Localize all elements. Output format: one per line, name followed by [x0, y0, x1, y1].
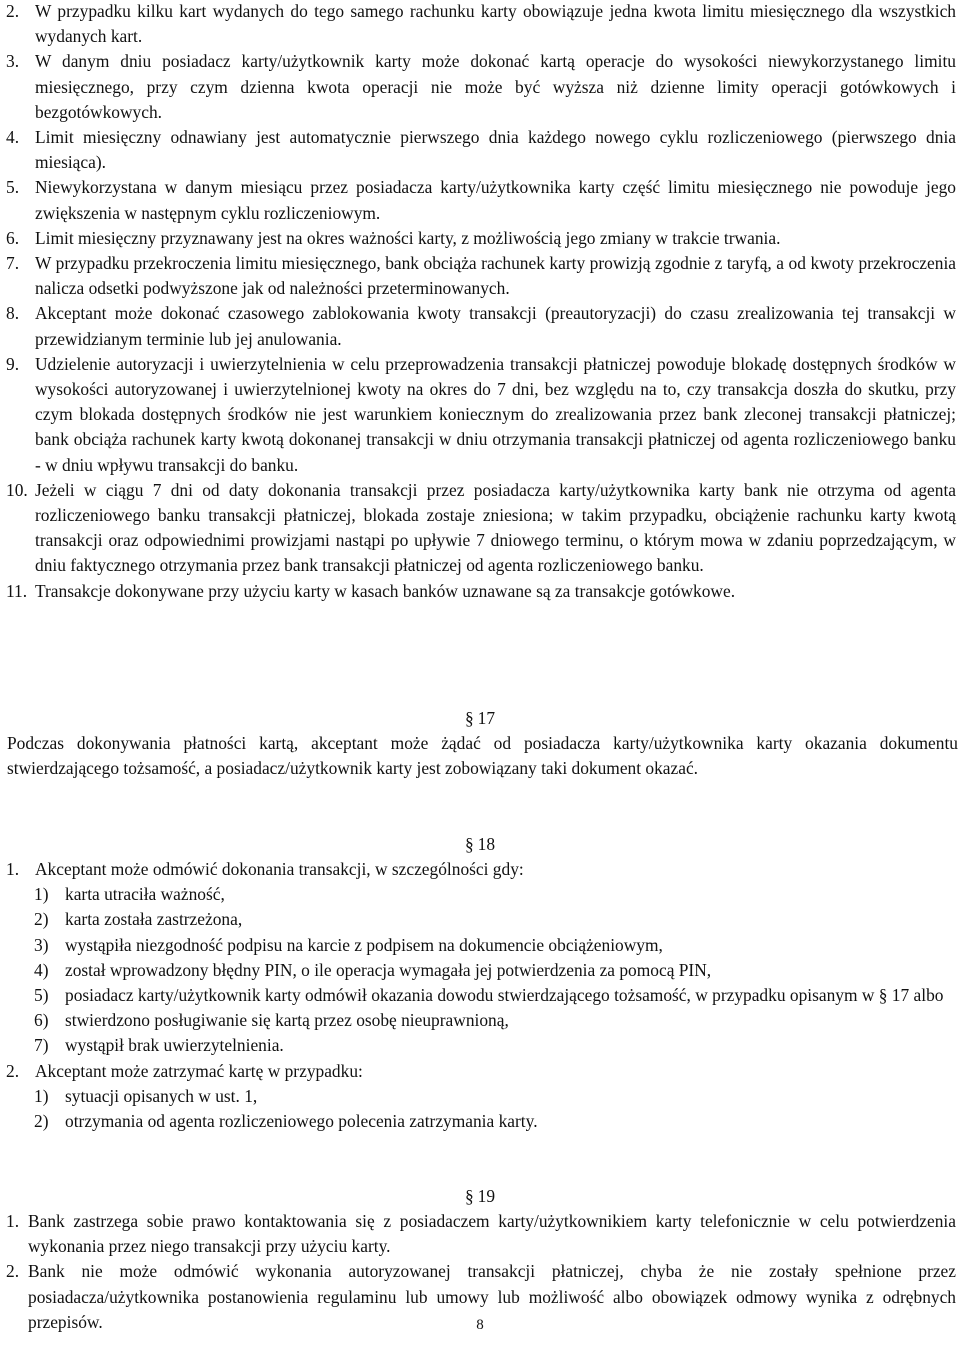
- item-text: Jeżeli w ciągu 7 dni od daty dokonania transakcji przez posiadacza karty/użytkownika karty bank nie otrzyma od agenta rozliczeniowego banku transakcji płatniczej, blokada zostaje zniesiona; w takim przypadku, obciążenie rachunku karty kwotą transakcji oraz odpowiednimi prowizjami nastąpi po upływie 7 dniowego terminu, o którym mowa w zdaniu poprzedzającym, w dniu faktycznego otrzymania przez bank transakcji płatniczej od agenta rozliczeniowego banku.: [35, 479, 956, 576]
- item-text: W danym dniu posiadacz karty/użytkownik karty może dokonać kartą operacje do wysokości niewykorzystanego limitu miesięcznego, przy czym dzienna kwota operacji nie może być wyższa niż dzienne limity operacji gotówkowych i bezgotówkowych.: [35, 51, 956, 122]
- item-number: 8.: [6, 303, 20, 324]
- section-18-list: [0, 857, 960, 1134]
- item-text: Limit miesięczny przyznawany jest na okres ważności karty, z możliwością jego zmiany w trakcie trwania.: [35, 227, 781, 248]
- item-text: Transakcje dokonywane przy użyciu karty w kasach banków uznawane są za transakcje gotówkowe.: [35, 580, 736, 601]
- item-text: Akceptant może dokonać czasowego zablokowania kwoty transakcji (preautoryzacji) do czasu zrealizowania tej transakcji w przewidzianym terminie lub jej anulowania.: [35, 303, 956, 349]
- subitem-text: stwierdzono posługiwanie się kartą przez osobę nieuprawnioną,: [65, 1010, 509, 1031]
- section-heading-19: [0, 1184, 960, 1209]
- subitem-number: 1): [34, 1085, 49, 1106]
- item-text: Udzielenie autoryzacji i uwierzytelnienia w celu przeprowadzenia transakcji płatniczej powoduje blokadę dostępnych środków w wysokości autoryzowanej i uwierzytelnionej kwoty na okres do 7 dni, bez względu na to, czy transakcja doszła do skutku, przy czym blokada dostępnych środków nie jest warunkiem koniecznym do zrealizowania przez bank zleconej transakcji płatniczej; bank obciąża rachunek karty kwotą dokonanej transakcji w dniu otrzymania transakcji płatniczej od agenta rozliczeniowego banku - w dniu wpływu transakcji do banku.: [35, 353, 956, 475]
- list-item: [0, 125, 956, 175]
- item-number: 3.: [6, 51, 20, 72]
- list-item: [0, 1059, 956, 1084]
- list-subitem: [0, 958, 956, 983]
- subitem-number: 3): [34, 934, 49, 955]
- subitem-text: sytuacji opisanych w ust. 1,: [65, 1085, 258, 1106]
- item-number: 10.: [6, 479, 28, 500]
- subitem-text: wystąpił brak uwierzytelnienia.: [65, 1035, 284, 1056]
- list-item: [0, 226, 956, 251]
- item-text: W przypadku kilku kart wydanych do tego samego rachunku karty obowiązuje jedna kwota limitu miesięcznego dla wszystkich wydanych kart.: [35, 1, 956, 47]
- subitem-number: 6): [34, 1010, 49, 1031]
- item-number: 5.: [6, 177, 20, 198]
- subitem-number: 5): [34, 985, 49, 1006]
- subitem-number: 7): [34, 1035, 49, 1056]
- item-text: Bank nie może odmówić wykonania autoryzowanej transakcji płatniczej, chyba że nie zostały spełnione przez posiadacza/użytkownika postanowienia regulaminu lub umowy lub możliwość albo obowiązek odmowy wynika z odrębnych przepisów.: [28, 1261, 956, 1332]
- item-text: Niewykorzystana w danym miesiącu przez posiadacza karty/użytkownika karty część limitu miesięcznego nie powoduje jego zwiększenia w następnym cyklu rozliczeniowym.: [35, 177, 956, 223]
- list-item: [0, 49, 956, 125]
- subitem-number: 2): [34, 909, 49, 930]
- subitem-text: wystąpiła niezgodność podpisu na karcie z podpisem na dokumencie obciążeniowym,: [65, 934, 663, 955]
- item-number: 1.: [6, 859, 20, 879]
- list-subitem: [0, 1084, 956, 1109]
- list-subitem: [0, 882, 956, 907]
- subitem-number: 1): [34, 884, 49, 905]
- list-item: [0, 478, 956, 579]
- list-item: [0, 1209, 956, 1259]
- item-number: 9.: [6, 353, 20, 374]
- item-text: Bank zastrzega sobie prawo kontaktowania się z posiadaczem karty/użytkownikiem karty telefonicznie w celu potwierdzenia wykonania przez niego transakcji przy użyciu karty.: [28, 1211, 956, 1257]
- subitem-text: karta została zastrzeżona,: [65, 909, 243, 930]
- list-item: [0, 175, 956, 225]
- item-number: 2.: [6, 1060, 20, 1081]
- subitem-text: posiadacz karty/użytkownik karty odmówił okazania dowodu stwierdzającego tożsamość, w przypadku opisanym w § 17 albo: [65, 985, 944, 1006]
- section-symbol: §: [464, 1186, 474, 1206]
- item-number: 2.: [6, 1, 20, 21]
- item-text: Akceptant może zatrzymać kartę w przypadku:: [35, 1060, 363, 1081]
- list-item: [0, 579, 956, 604]
- section-number: 18: [477, 834, 496, 854]
- section-16-list: [0, 0, 960, 604]
- subitem-text: otrzymania od agenta rozliczeniowego polecenia zatrzymania karty.: [65, 1111, 538, 1132]
- list-subitem: [0, 1008, 956, 1033]
- section-symbol: §: [464, 834, 474, 854]
- list-subitem: [0, 933, 956, 958]
- subitem-number: 2): [34, 1111, 49, 1132]
- section-17-paragraph: Podczas dokonywania płatności kartą, akceptant może żądać od posiadacza karty/użytkownika karty okazania dokumentu stwierdzającego tożsamość, a posiadacz/użytkownik karty jest zobowiązany taki dokument okazać.: [7, 733, 958, 779]
- section-number: 17: [477, 708, 496, 728]
- item-number: 7.: [6, 253, 20, 274]
- item-text: Akceptant może odmówić dokonania transakcji, w szczególności gdy:: [35, 859, 524, 879]
- section-symbol: §: [464, 708, 474, 728]
- list-item: [0, 0, 956, 49]
- item-text: W przypadku przekroczenia limitu miesięcznego, bank obciąża rachunek karty prowizją zgodnie z taryfą, a od kwoty przekroczenia nalicza odsetki podwyższone jak od należności przeterminowanych.: [35, 253, 956, 299]
- list-subitem: [0, 1033, 956, 1058]
- list-item: [0, 352, 956, 478]
- page-number: 8: [476, 1317, 484, 1333]
- list-item: [0, 857, 956, 882]
- list-subitem: [0, 1109, 956, 1134]
- item-number: 11.: [6, 580, 28, 601]
- list-item: [0, 301, 956, 351]
- subitem-text: został wprowadzony błędny PIN, o ile operacja wymagała jej potwierdzenia za pomocą PIN,: [65, 959, 712, 980]
- subitem-number: 4): [34, 959, 49, 980]
- item-number: 6.: [6, 227, 20, 248]
- section-number: 19: [477, 1186, 496, 1206]
- item-number: 2.: [6, 1261, 20, 1282]
- list-subitem: [0, 983, 956, 1008]
- item-text: Limit miesięczny odnawiany jest automatycznie pierwszego dnia każdego nowego cyklu rozliczeniowego (pierwszego dnia miesiąca).: [35, 127, 956, 173]
- item-number: 1.: [6, 1211, 20, 1231]
- subitem-text: karta utraciła ważność,: [65, 884, 225, 905]
- item-number: 4.: [6, 127, 20, 148]
- section-heading-18: [0, 832, 960, 857]
- list-subitem: [0, 907, 956, 932]
- section-heading-17: [0, 706, 960, 731]
- list-item: [0, 251, 956, 301]
